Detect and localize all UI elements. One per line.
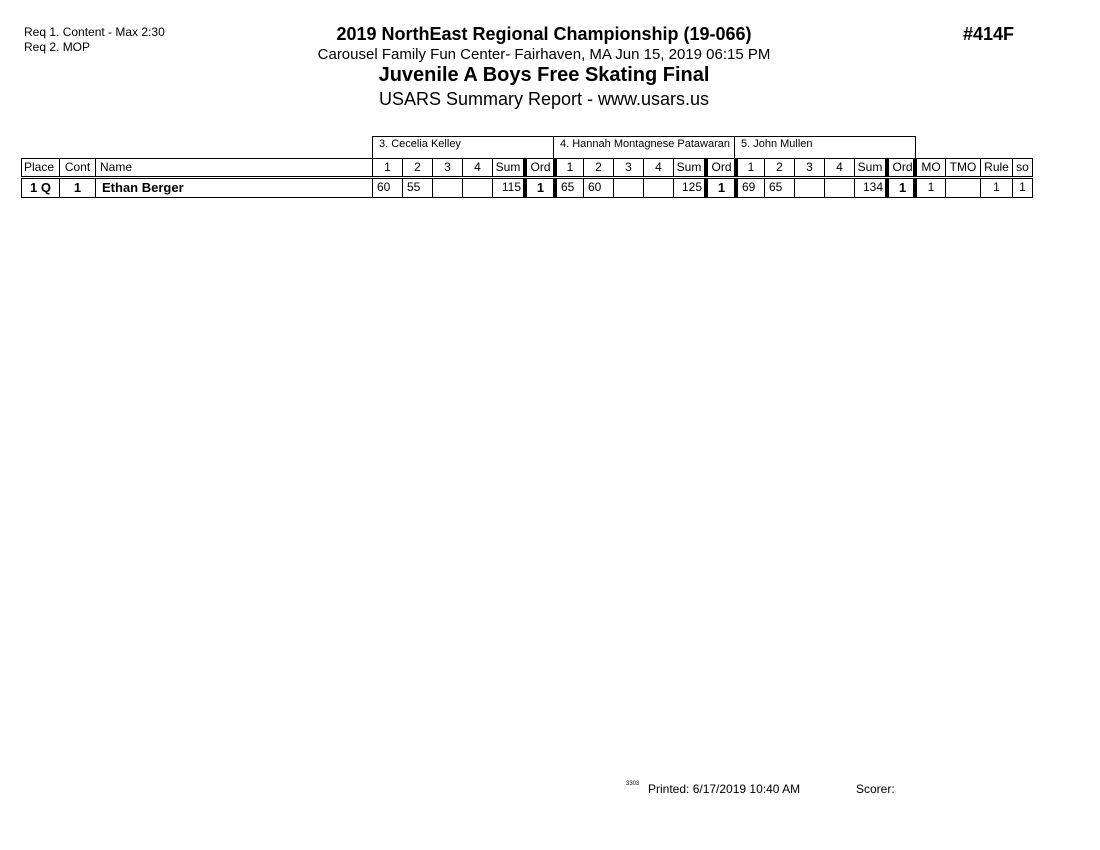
judge-2-score-s2: 60	[583, 178, 614, 198]
judge-1-col-s2: 2	[402, 158, 433, 178]
judge-header-3: 5. John Mullen	[734, 136, 916, 159]
row-place: 1 Q	[21, 178, 60, 198]
judge-2-col-s4: 4	[643, 158, 674, 178]
row-tmo	[945, 178, 981, 198]
col-rule: Rule	[980, 158, 1013, 178]
judge-2-col-s1: 1	[553, 158, 584, 178]
event-title: Juvenile A Boys Free Skating Final	[378, 64, 710, 86]
footer-code: 3303	[626, 781, 640, 787]
judge-1-score-s4	[462, 178, 493, 198]
judge-2-score-s3	[613, 178, 644, 198]
row-name: Ethan Berger	[95, 178, 373, 198]
judge-3-score-s2: 65	[764, 178, 795, 198]
judge-3-score-sum: 134	[854, 178, 886, 198]
judge-2-score-s1: 65	[553, 178, 584, 198]
judge-1-col-s4: 4	[462, 158, 493, 178]
row-cont: 1	[59, 178, 96, 198]
competition-title: 2019 NorthEast Regional Championship (19-066)	[336, 24, 752, 44]
judge-3-col-s1: 1	[734, 158, 765, 178]
col-so: so	[1012, 158, 1033, 178]
row-rule: 1	[980, 178, 1013, 198]
venue-line: Carousel Family Fun Center- Fairhaven, MA Jun 15, 2019 06:15 PM	[317, 46, 771, 63]
judge-1-col-s3: 3	[432, 158, 463, 178]
judge-3-col-s3: 3	[794, 158, 825, 178]
printed-timestamp: Printed: 6/17/2019 10:40 AM	[648, 782, 801, 796]
event-number: #414F	[963, 24, 1015, 44]
col-tmo: TMO	[945, 158, 981, 178]
requirement-2: Req 2. MOP	[24, 40, 91, 54]
judge-3-score-s1: 69	[734, 178, 765, 198]
judge-2-score-sum: 125	[673, 178, 705, 198]
scorer-label: Scorer:	[856, 782, 895, 796]
judge-1-score-s1: 60	[372, 178, 403, 198]
judge-2-col-s3: 3	[613, 158, 644, 178]
judge-3-col-s4: 4	[824, 158, 855, 178]
judge-1-score-s3	[432, 178, 463, 198]
judge-3-score-ord: 1	[885, 178, 917, 198]
judge-2-col-s2: 2	[583, 158, 614, 178]
col-cont: Cont	[59, 158, 96, 178]
judge-3-col-ord: Ord	[885, 158, 917, 178]
judge-2-col-sum: Sum	[673, 158, 705, 178]
judge-2-col-ord: Ord	[704, 158, 736, 178]
judge-1-score-ord: 1	[523, 178, 555, 198]
judge-3-col-s2: 2	[764, 158, 795, 178]
row-so: 1	[1012, 178, 1033, 198]
judge-1-col-s1: 1	[372, 158, 403, 178]
judge-header-1: 3. Cecelia Kelley	[372, 136, 554, 159]
report-title: USARS Summary Report - www.usars.us	[378, 89, 710, 109]
judge-3-score-s4	[824, 178, 855, 198]
judge-1-score-sum: 115	[492, 178, 524, 198]
col-name: Name	[95, 158, 373, 178]
judge-3-col-sum: Sum	[854, 158, 886, 178]
row-mo: 1	[913, 178, 946, 198]
judge-2-score-s4	[643, 178, 674, 198]
col-mo: MO	[913, 158, 946, 178]
col-place: Place	[21, 158, 60, 178]
judge-1-col-ord: Ord	[523, 158, 555, 178]
judge-1-score-s2: 55	[402, 178, 433, 198]
judge-header-2: 4. Hannah Montagnese Patawaran	[553, 136, 735, 159]
requirement-1: Req 1. Content - Max 2:30	[24, 25, 165, 39]
judge-2-score-ord: 1	[704, 178, 736, 198]
judge-1-col-sum: Sum	[492, 158, 524, 178]
judge-3-score-s3	[794, 178, 825, 198]
